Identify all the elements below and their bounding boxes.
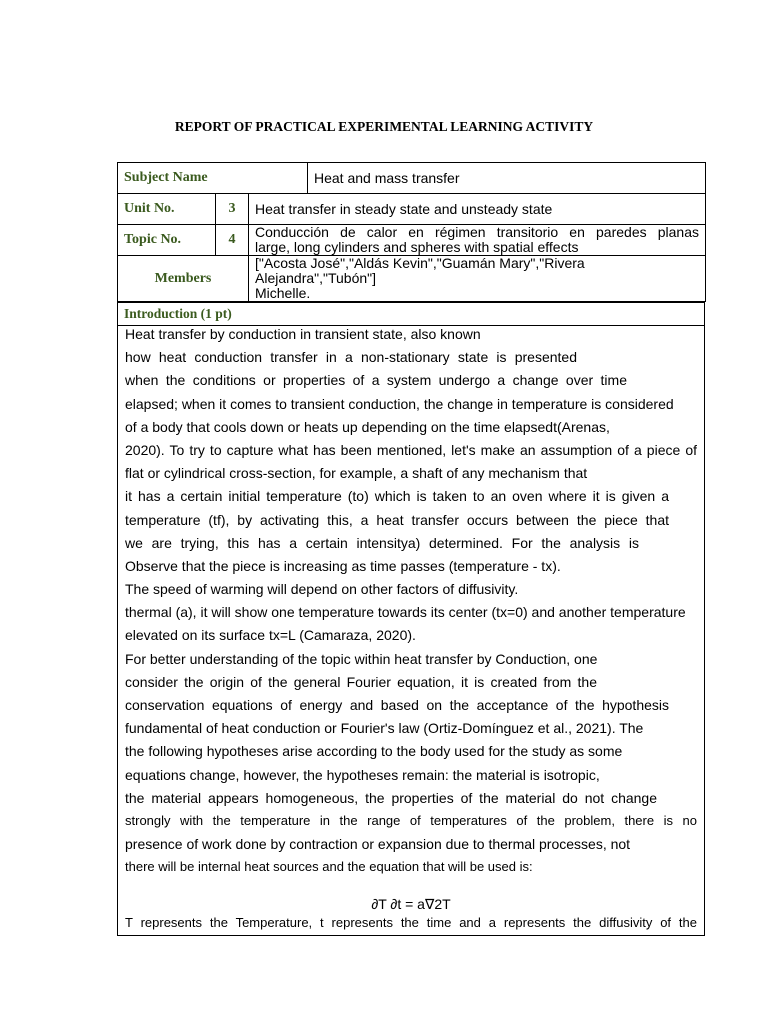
introduction-heading: Introduction (1 pt) bbox=[118, 303, 704, 326]
members-label: Members bbox=[118, 256, 249, 302]
topic-value-line1: Conducción de calor en régimen transitorio en paredes planas bbox=[255, 224, 699, 240]
intro-line: when the conditions or properties of a system undergo a change over time bbox=[125, 372, 627, 389]
members-line1: ["Acosta José","Aldás Kevin","Guamán Mary","Rivera Alejandra","Tubón"] bbox=[255, 255, 585, 286]
subject-row bbox=[118, 163, 706, 194]
intro-line: the material appears homogeneous, the properties of the material do not change bbox=[125, 789, 657, 806]
intro-line: temperature (tf), by activating this, a heat transfer occurs between the piece that bbox=[125, 511, 669, 528]
members-value bbox=[249, 256, 706, 302]
subject-label: Subject Name bbox=[118, 163, 308, 194]
introduction-section bbox=[117, 302, 705, 936]
intro-line: we are trying, this has a certain intensitya) determined. For the analysis is bbox=[125, 534, 639, 551]
topic-value-line2: large, long cylinders and spheres with spatial effects bbox=[255, 239, 579, 255]
intro-line: how heat conduction transfer in a non-stationary state is presented bbox=[125, 349, 577, 366]
intro-line: elevated on its surface tx=L (Camaraza, 2020). bbox=[125, 627, 416, 644]
intro-line: the following hypotheses arise according to the body used for the study as some bbox=[125, 743, 623, 760]
intro-line: Observe that the piece is increasing as time passes (temperature - tx). bbox=[125, 557, 561, 574]
intro-line: thermal (a), it will show one temperature towards its center (tx=0) and another temperature bbox=[125, 604, 686, 621]
unit-label: Unit No. bbox=[118, 194, 216, 225]
unit-row bbox=[118, 194, 706, 225]
intro-line: The speed of warming will depend on other factors of diffusivity. bbox=[125, 581, 519, 598]
topic-value bbox=[249, 225, 706, 256]
intro-line: T represents the Temperature, t represents the time and a represents the diffusivity of the bbox=[125, 914, 697, 930]
introduction-body bbox=[118, 326, 704, 931]
intro-line: 2020). To try to capture what has been mentioned, let's make an assumption of a piece of bbox=[125, 441, 697, 458]
intro-line: of a body that cools down or heats up depending on the time elapsedt(Arenas, bbox=[125, 418, 610, 435]
intro-line: presence of work done by contraction or expansion due to thermal processes, not bbox=[125, 836, 631, 853]
subject-value: Heat and mass transfer bbox=[308, 163, 706, 194]
intro-line: flat or cylindrical cross-section, for example, a shaft of any mechanism that bbox=[125, 465, 588, 482]
topic-label: Topic No. bbox=[118, 225, 216, 256]
intro-line: there will be internal heat sources and the equation that will be used is: bbox=[125, 859, 533, 875]
unit-value: Heat transfer in steady state and unsteady state bbox=[249, 194, 706, 225]
intro-line: For better understanding of the topic within heat transfer by Conduction, one bbox=[125, 650, 598, 667]
intro-line: consider the origin of the general Fourier equation, it is created from the bbox=[125, 673, 597, 690]
topic-row bbox=[118, 225, 706, 256]
intro-line: equations change, however, the hypotheses remain: the material is isotropic, bbox=[125, 766, 600, 783]
intro-line: it has a certain initial temperature (to) which is taken to an oven where it is given a bbox=[125, 488, 669, 505]
members-line2: Michelle. bbox=[255, 285, 311, 301]
members-row bbox=[118, 256, 706, 302]
report-title: REPORT OF PRACTICAL EXPERIMENTAL LEARNING ACTIVITY bbox=[174, 119, 594, 134]
intro-line: elapsed; when it comes to transient conduction, the change in temperature is considered bbox=[125, 395, 674, 412]
intro-line: strongly with the temperature in the range of temperatures of the problem, there is no bbox=[125, 812, 697, 828]
info-table bbox=[117, 162, 706, 302]
fourier-equation: ∂T ∂t = a∇2T bbox=[371, 895, 451, 912]
intro-line: fundamental of heat conduction or Fourier's law (Ortiz-Domínguez et al., 2021). The bbox=[125, 720, 644, 737]
intro-line: conservation equations of energy and based on the acceptance of the hypothesis bbox=[125, 697, 669, 713]
intro-line: Heat transfer by conduction in transient state, also known bbox=[125, 326, 481, 342]
topic-number: 4 bbox=[216, 225, 249, 256]
unit-number: 3 bbox=[216, 194, 249, 225]
